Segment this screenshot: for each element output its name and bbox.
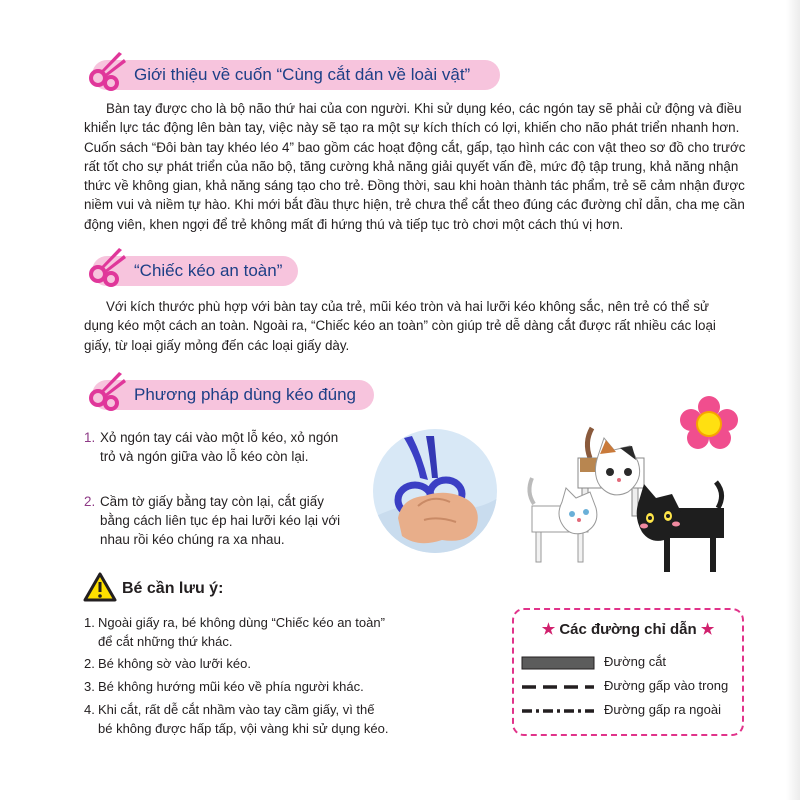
paragraph-line: thức về không gian, khả năng sáng tạo cho trẻ. Đồng thời, sau khi hoàn thành tác phẩm, trẻ sẽ cảm nhận được	[84, 178, 745, 194]
note-line: Khi cắt, rất dễ cắt nhầm vào tay cầm giấy, vì thế	[98, 702, 375, 717]
hand-scissors-illustration	[372, 428, 498, 554]
guide-title-text: Các đường chỉ dẫn	[559, 621, 697, 638]
note-item	[84, 678, 364, 697]
guide-row-cut	[520, 654, 740, 672]
paragraph-line: dụng kéo một cách an toàn. Ngoài ra, “Chiếc kéo an toàn” còn giúp trẻ dễ dàng cắt được rất nhiều các loại	[84, 318, 716, 334]
note-line: để cắt những thứ khác.	[98, 633, 233, 649]
note-number: 3.	[84, 679, 95, 694]
guide-label: Đường gấp ra ngoài	[604, 702, 721, 717]
cut-line-sample	[520, 656, 596, 670]
note-line: Bé không sờ vào lưỡi kéo.	[98, 656, 251, 671]
star-icon: ★	[541, 621, 556, 638]
scissors-icon	[86, 244, 130, 288]
note-line: bé không được hấp tấp, vội vàng khi sử dụng kéo.	[98, 720, 389, 736]
note-number: 2.	[84, 656, 95, 671]
guide-title	[514, 620, 742, 638]
guide-label: Đường gấp vào trong	[604, 678, 729, 693]
paragraph-line: rất tốt cho sự phát triển của não bộ, tăng cường khả năng giải quyết vấn đề, mức độ tập trung, khả năng nhận	[84, 158, 739, 174]
warning-icon	[83, 572, 117, 602]
section-title: Phương pháp dùng kéo đúng	[134, 385, 356, 404]
step-line: nhau rồi kéo chúng ra xa nhau.	[100, 532, 285, 547]
step-line: bằng cách liên tục ép hai lưỡi kéo lại với	[100, 513, 341, 528]
paragraph-line: giấy, từ loại giấy mỏng đến các loại giấy dày.	[84, 337, 350, 353]
guide-row-fold-in	[520, 678, 740, 696]
paragraph-line: khiển lực tác động lên bàn tay, việc này sẽ tạo ra một sự kích thích có lợi, khiến cho não phát triển nhanh hơn.	[84, 120, 740, 136]
page-edge-shadow	[786, 0, 800, 800]
warning-title: Bé cần lưu ý:	[122, 580, 224, 597]
paper-cats-illustration	[520, 418, 740, 578]
section-title: “Chiếc kéo an toàn”	[134, 261, 283, 280]
section-title: Giới thiệu về cuốn “Cùng cắt dán về loài vật”	[134, 65, 471, 84]
step-line: Xỏ ngón tay cái vào một lỗ kéo, xỏ ngón	[100, 430, 339, 445]
guide-row-fold-out	[520, 702, 740, 720]
note-item	[84, 701, 388, 738]
paragraph-line: Cuốn sách “Đôi bàn tay khéo léo 4” bao gồm các hoạt động cắt, gấp, tạo hình các con vật theo sơ đồ cho trước	[84, 139, 746, 155]
paragraph-line: Bàn tay được cho là bộ não thứ hai của con người. Khi sử dụng kéo, các ngón tay sẽ phải cử động và điều	[106, 101, 742, 116]
paragraph-line: niềm vui và niềm tự hào. Khi mới bắt đầu thực hiện, trẻ chưa thể cắt theo đúng các đường chỉ dẫn, cha mẹ cần	[84, 197, 745, 213]
paragraph-line: động viên, khen ngợi để trẻ không mất đi hứng thú và tiếp tục trò chơi một cách thú vị hơn.	[84, 216, 624, 232]
step-number: 1.	[84, 430, 96, 445]
note-item	[84, 655, 251, 674]
dash-dot-line-sample	[520, 707, 596, 715]
section-heading-intro	[92, 60, 500, 90]
dashed-line-sample	[520, 683, 596, 691]
step-item	[84, 492, 340, 549]
step-number: 2.	[84, 494, 96, 509]
step-line: trỏ và ngón giữa vào lỗ kéo còn lại.	[100, 449, 309, 464]
note-number: 1.	[84, 615, 95, 630]
guide-lines-legend	[512, 608, 744, 736]
step-item	[84, 428, 338, 466]
safe-scissors-paragraph	[84, 297, 716, 355]
note-item	[84, 614, 385, 651]
guide-label: Đường cắt	[604, 654, 667, 669]
intro-paragraph	[84, 99, 746, 234]
note-number: 4.	[84, 702, 95, 717]
star-icon: ★	[700, 621, 715, 638]
paragraph-line: Với kích thước phù hợp với bàn tay của trẻ, mũi kéo tròn và hai lưỡi kéo không sắc, nên trẻ có thể sử	[106, 299, 709, 314]
note-line: Bé không hướng mũi kéo về phía người khác.	[98, 679, 364, 694]
step-line: Cầm tờ giấy bằng tay còn lại, cắt giấy	[100, 494, 324, 509]
section-heading-method	[92, 380, 374, 410]
section-heading-safe-scissors	[92, 256, 298, 286]
scissors-icon	[86, 368, 130, 412]
note-line: Ngoài giấy ra, bé không dùng “Chiếc kéo an toàn”	[98, 615, 385, 630]
scissors-icon	[86, 48, 130, 92]
